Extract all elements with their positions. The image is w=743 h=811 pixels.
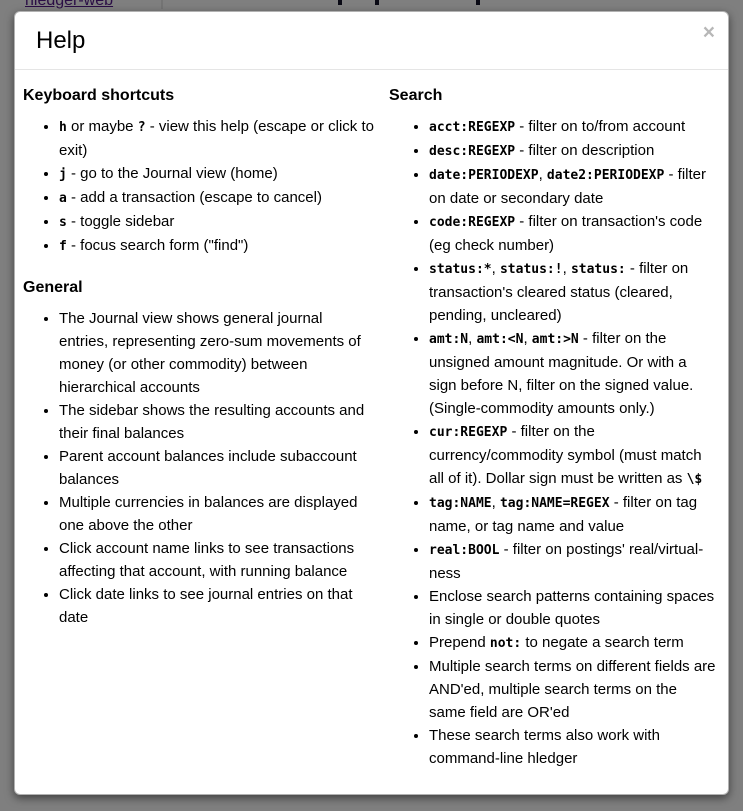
list-item	[429, 631, 716, 655]
text-segment: ,	[562, 260, 571, 277]
text-segment: or maybe	[66, 118, 138, 135]
text-segment: - filter on the currency/commodity symbol (must match all of it). Dollar sign must be written as	[429, 423, 702, 487]
list-item	[429, 655, 716, 724]
text-segment: The Journal view shows general journal entries, representing zero-sum movements of money (or other commodity) between hierarchical accounts	[59, 310, 361, 396]
text-segment: Enclose search patterns containing spaces in single or double quotes	[429, 588, 715, 628]
list-item	[429, 724, 716, 770]
text-segment: - view this help (escape or click to exit)	[59, 118, 374, 159]
text-segment: The sidebar shows the resulting accounts and their final balances	[59, 402, 365, 442]
keyboard-shortcuts-list	[23, 115, 375, 258]
section-heading-search: Search	[389, 87, 443, 104]
section-heading-general: General	[23, 279, 83, 296]
code-term: status:*	[429, 262, 492, 277]
list-item	[429, 257, 716, 327]
list-item	[429, 538, 716, 585]
code-term: date2:PERIODEXP	[546, 168, 665, 183]
list-item	[59, 491, 375, 537]
text-segment: Multiple search terms on different fields are AND'ed, multiple search terms on the same field are OR'ed	[429, 658, 716, 721]
list-item	[429, 115, 716, 139]
text-segment: - filter on date or secondary date	[429, 166, 706, 207]
text-segment: - filter on postings' real/virtual-ness	[429, 541, 704, 582]
list-item	[59, 234, 375, 258]
text-segment: - toggle sidebar	[66, 213, 175, 230]
list-item	[59, 115, 375, 162]
code-term: acct:REGEXP	[429, 120, 516, 135]
general-list	[23, 307, 375, 629]
text-segment: - go to the Journal view (home)	[66, 165, 278, 182]
code-term: not:	[489, 636, 522, 651]
text-segment: ,	[468, 330, 477, 347]
list-item	[59, 307, 375, 399]
list-item	[429, 420, 716, 491]
code-term: a	[59, 191, 67, 206]
code-term: status:!	[499, 262, 563, 277]
list-item	[59, 210, 375, 234]
code-term: amt:<N	[476, 332, 524, 347]
code-term: s	[59, 215, 67, 230]
code-term: j	[59, 167, 67, 182]
code-term: cur:REGEXP	[429, 425, 508, 440]
text-segment: - filter on transaction's cleared status (cleared, pending, uncleared)	[429, 260, 689, 324]
code-term: amt:N	[429, 332, 469, 347]
text-segment: Click date links to see journal entries on that date	[59, 586, 353, 626]
text-segment: to negate a search term	[521, 634, 684, 651]
text-segment: ,	[538, 166, 547, 183]
text-segment: Click account name links to see transactions affecting that account, with running balance	[59, 540, 355, 580]
text-segment: - filter on to/from account	[515, 118, 686, 135]
code-term: status:	[570, 262, 626, 277]
list-item	[429, 327, 716, 420]
list-item	[59, 399, 375, 445]
code-term: tag:NAME=REGEX	[499, 496, 610, 511]
code-term: real:BOOL	[429, 543, 500, 558]
modal-title: Help	[36, 27, 86, 54]
code-term: desc:REGEXP	[429, 144, 516, 159]
list-item	[59, 162, 375, 186]
modal-body	[15, 70, 728, 780]
text-segment: Prepend	[429, 634, 490, 651]
text-segment: ,	[491, 260, 500, 277]
list-item	[429, 491, 716, 538]
help-modal	[14, 11, 729, 795]
text-segment: - focus search form ("find")	[66, 237, 249, 254]
code-term: amt:>N	[531, 332, 579, 347]
modal-header	[15, 12, 728, 70]
text-segment: - filter on transaction's code (eg check number)	[429, 213, 703, 254]
code-term: tag:NAME	[429, 496, 492, 511]
list-item	[429, 210, 716, 257]
list-item	[59, 537, 375, 583]
list-item	[429, 139, 716, 163]
code-term: h	[59, 120, 67, 135]
code-term: f	[59, 239, 67, 254]
text-segment: - filter on the unsigned amount magnitude. Or with a sign before N, filter on the signed value. (Single-commodity amounts only.)	[429, 330, 694, 417]
text-segment: - add a transaction (escape to cancel)	[66, 189, 322, 206]
list-item	[59, 186, 375, 210]
list-item	[59, 583, 375, 629]
code-term: ?	[137, 120, 146, 135]
code-term: code:REGEXP	[429, 215, 516, 230]
text-segment: ,	[491, 494, 500, 511]
list-item	[429, 163, 716, 210]
list-item	[429, 585, 716, 631]
code-term: \$	[686, 472, 703, 487]
search-terms-list	[389, 115, 716, 770]
close-icon[interactable]: ×	[702, 21, 715, 44]
section-heading-keyboard-shortcuts: Keyboard shortcuts	[23, 87, 175, 104]
code-term: date:PERIODEXP	[429, 168, 539, 183]
text-segment: Multiple currencies in balances are displayed one above the other	[59, 494, 358, 534]
text-segment: ,	[523, 330, 532, 347]
text-segment: - filter on description	[515, 142, 655, 159]
text-segment: - filter on tag name, or tag name and value	[429, 494, 698, 535]
list-item	[59, 445, 375, 491]
text-segment: These search terms also work with command-line hledger	[429, 727, 660, 767]
help-column-left	[23, 86, 389, 780]
text-segment: Parent account balances include subaccount balances	[59, 448, 357, 488]
help-column-right	[389, 86, 716, 780]
